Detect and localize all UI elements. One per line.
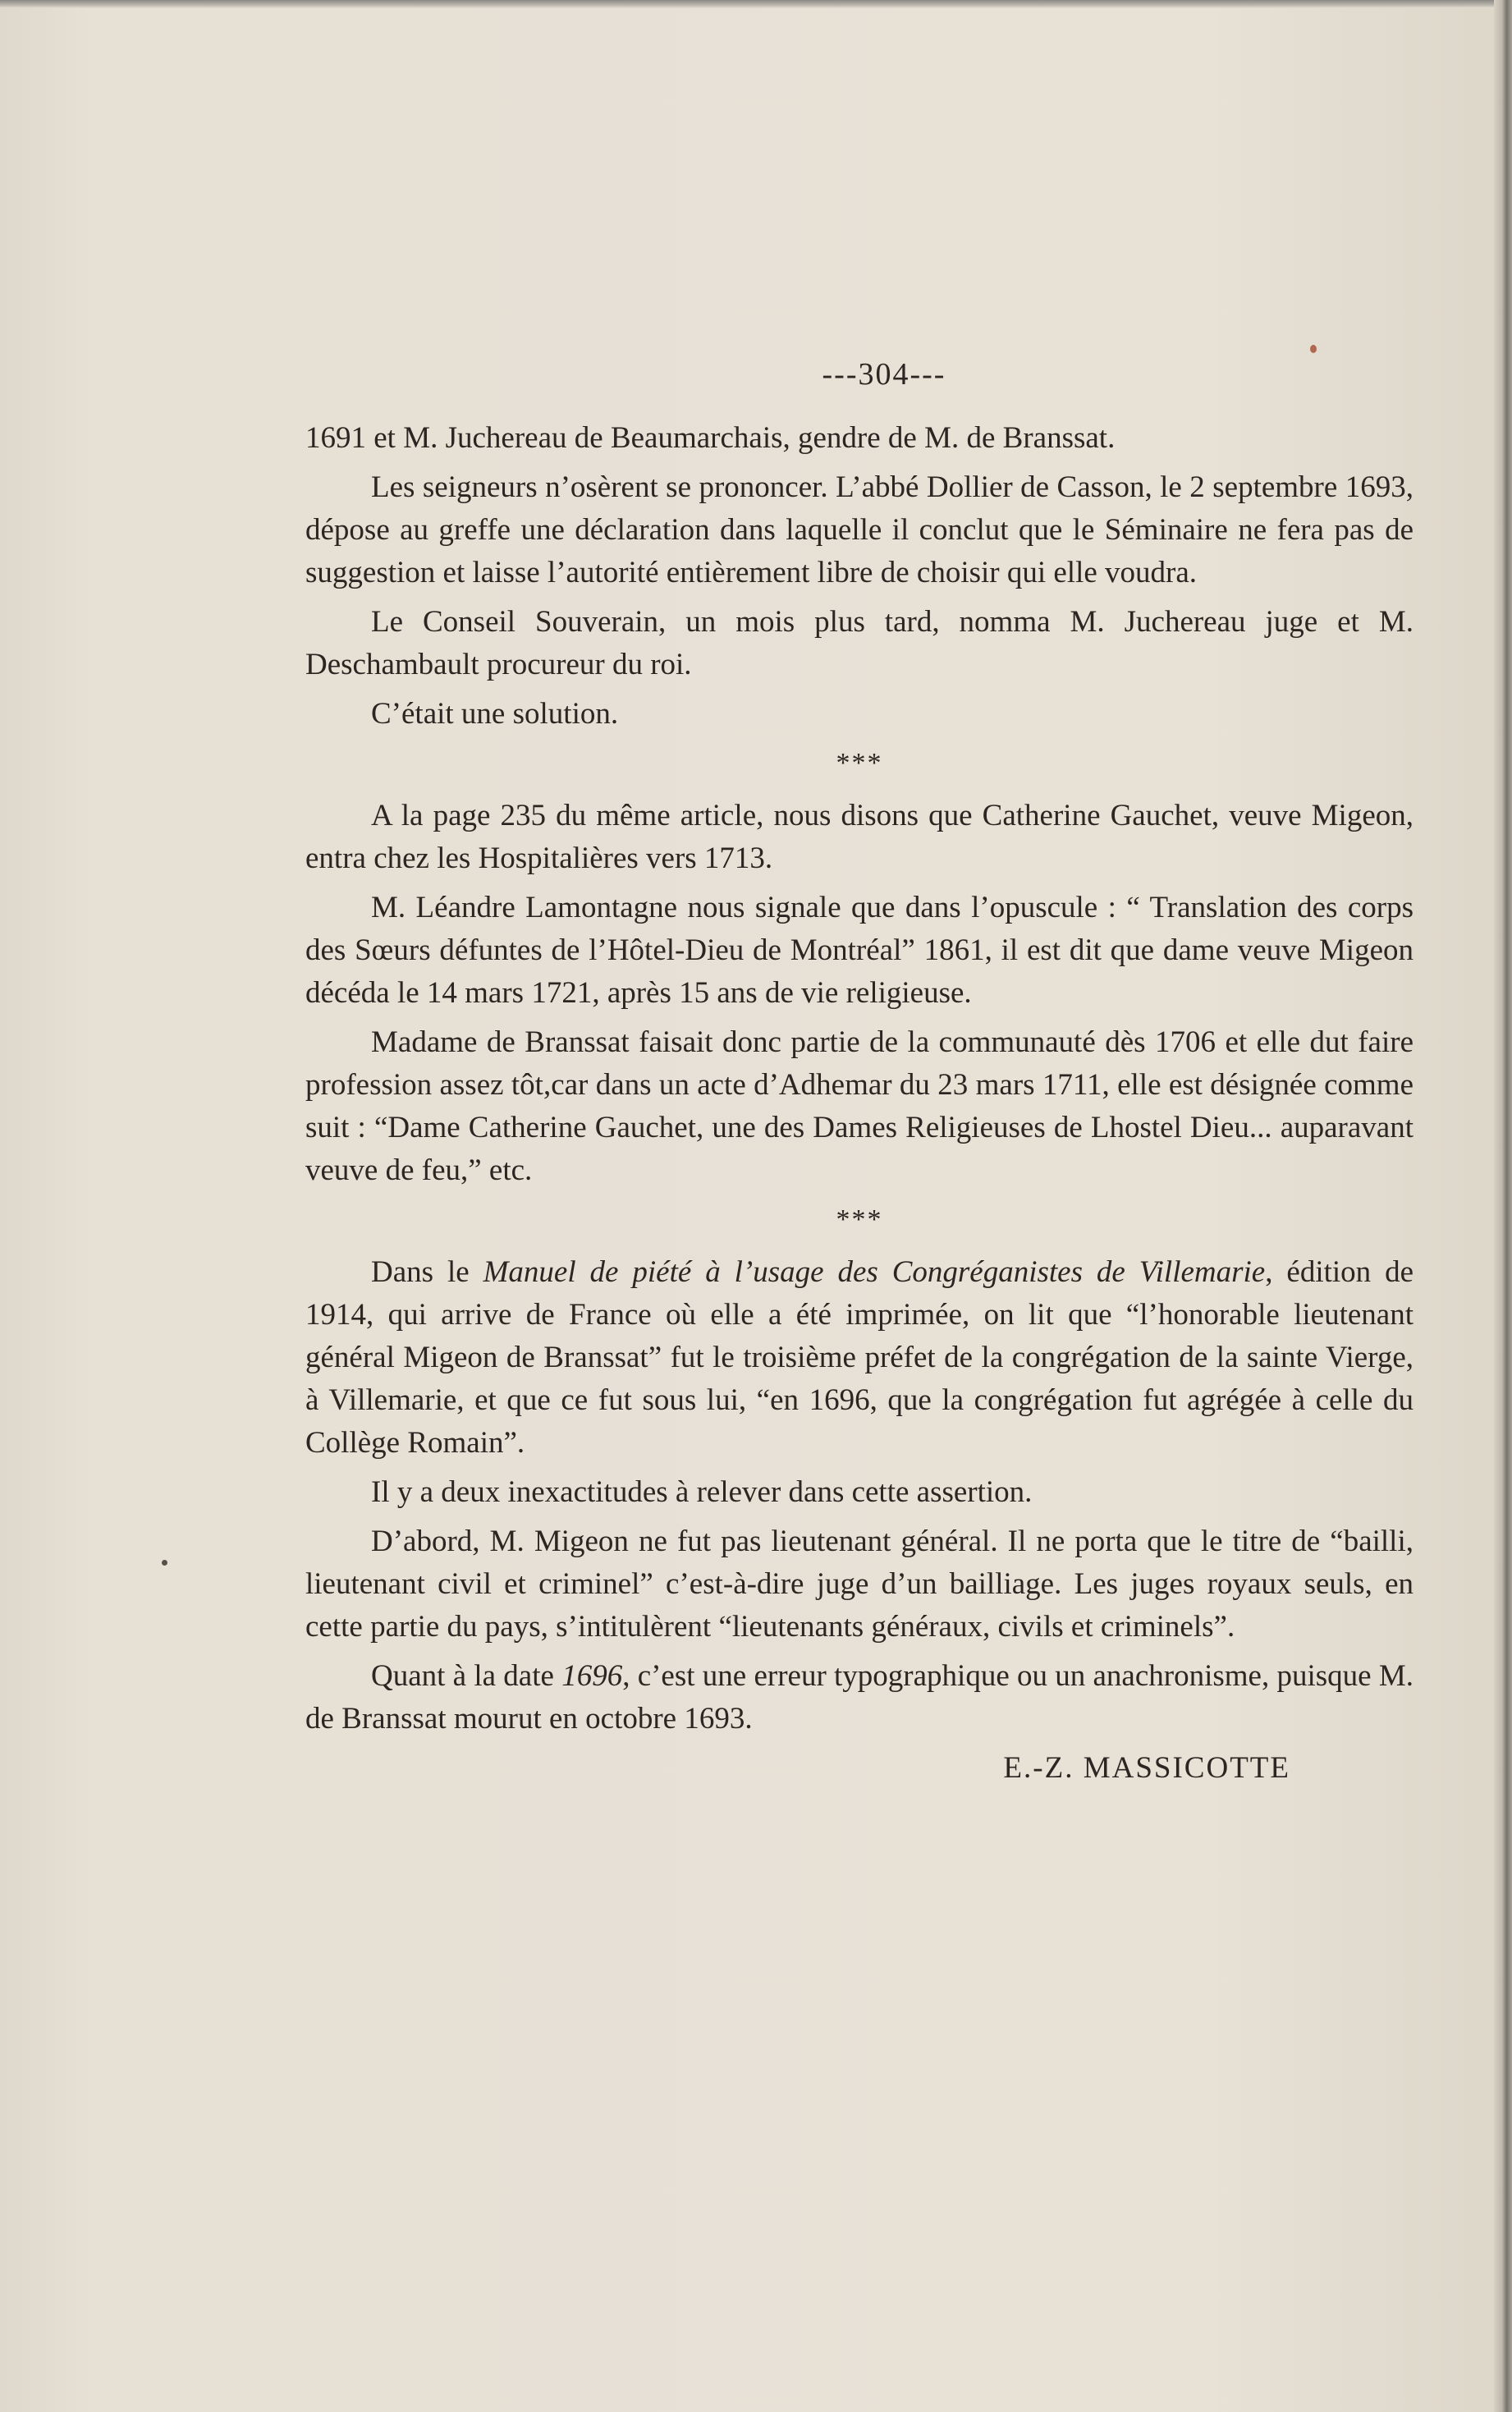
paragraph-3: Le Conseil Souverain, un mois plus tard, nomma M. Juchereau juge et M. Deschambault procureur du roi. bbox=[305, 605, 1413, 681]
paragraph-10: D’abord, M. Migeon ne fut pas lieutenant général. Il ne porta que le titre de “bailli, lieutenant civil et criminel” c’est-à-dire juge d’un bailliage. Les juges royaux seuls, en cette partie du pays, s’intitulèrent “lieutenants généraux, civils et criminels”. bbox=[305, 1525, 1413, 1644]
page-top-edge bbox=[0, 0, 1512, 8]
paragraph-5: A la page 235 du même article, nous disons que Catherine Gauchet, veuve Migeon, entra chez les Hospitalières vers 1713. bbox=[305, 799, 1413, 875]
paragraph-11 bbox=[305, 1655, 1413, 1740]
paragraph-11-rest: , c’est une erreur typographique ou un anachronisme, puisque M. de Branssat mourut en octobre 1693. bbox=[305, 1659, 1413, 1736]
ink-speck bbox=[1310, 345, 1317, 353]
section-separator: *** bbox=[836, 748, 883, 778]
page-number: ---304--- bbox=[822, 357, 946, 392]
text-column bbox=[305, 353, 1413, 1790]
page-binding-edge bbox=[1494, 0, 1512, 2412]
paragraph-6: M. Léandre Lamontagne nous signale que dans l’opuscule : “ Translation des corps des Sœurs défuntes de l’Hôtel-Dieu de Montréal” 1861, il est dit que dame veuve Migeon décéda le 14 mars 1721, après 15 ans de vie religieuse. bbox=[305, 891, 1413, 1010]
paragraph-1: 1691 et M. Juchereau de Beaumarchais, gendre de M. de Branssat. bbox=[305, 421, 1116, 455]
book-title: Manuel de piété à l’usage des Congréganistes de Villemarie bbox=[483, 1255, 1266, 1289]
paragraph-7: Madame de Branssat faisait donc partie de la communauté dès 1706 et elle dut faire profession assez tôt,car dans un acte d’Adhemar du 23 mars 1711, elle est désignée comme suit : “Dame Catherine Gauchet, une des Dames Religieuses de Lhostel Dieu... auparavant veuve de feu,” etc. bbox=[305, 1025, 1413, 1187]
paragraph-9: Il y a deux inexactitudes à relever dans cette assertion. bbox=[371, 1475, 1033, 1509]
paragraph-4: C’était une solution. bbox=[371, 697, 619, 731]
paragraph-8-lead: Dans le bbox=[371, 1255, 483, 1289]
paragraph-11-lead: Quant à la date bbox=[371, 1659, 562, 1693]
ink-speck bbox=[162, 1560, 167, 1566]
date-italic: 1696 bbox=[561, 1659, 623, 1693]
author-signature: E.-Z. MASSICOTTE bbox=[1003, 1751, 1290, 1785]
paragraph-2: Les seigneurs n’osèrent se prononcer. L’abbé Dollier de Casson, le 2 septembre 1693, dépose au greffe une déclaration dans laquelle il conclut que le Séminaire ne fera pas de suggestion et laisse l’autorité entièrement libre de choisir qui elle voudra. bbox=[305, 470, 1413, 589]
paragraph-8 bbox=[305, 1251, 1413, 1465]
section-separator: *** bbox=[836, 1204, 883, 1235]
paragraph-8-rest: , édition de 1914, qui arrive de France où elle a été imprimée, on lit que “l’honorable lieutenant général Migeon de Branssat” fut le troisième préfet de la congrégation de la sainte Vierge, à Villemarie, et que ce fut sous lui, “en 1696, que la congrégation fut agrégée à celle du Collège Romain”. bbox=[305, 1255, 1413, 1460]
